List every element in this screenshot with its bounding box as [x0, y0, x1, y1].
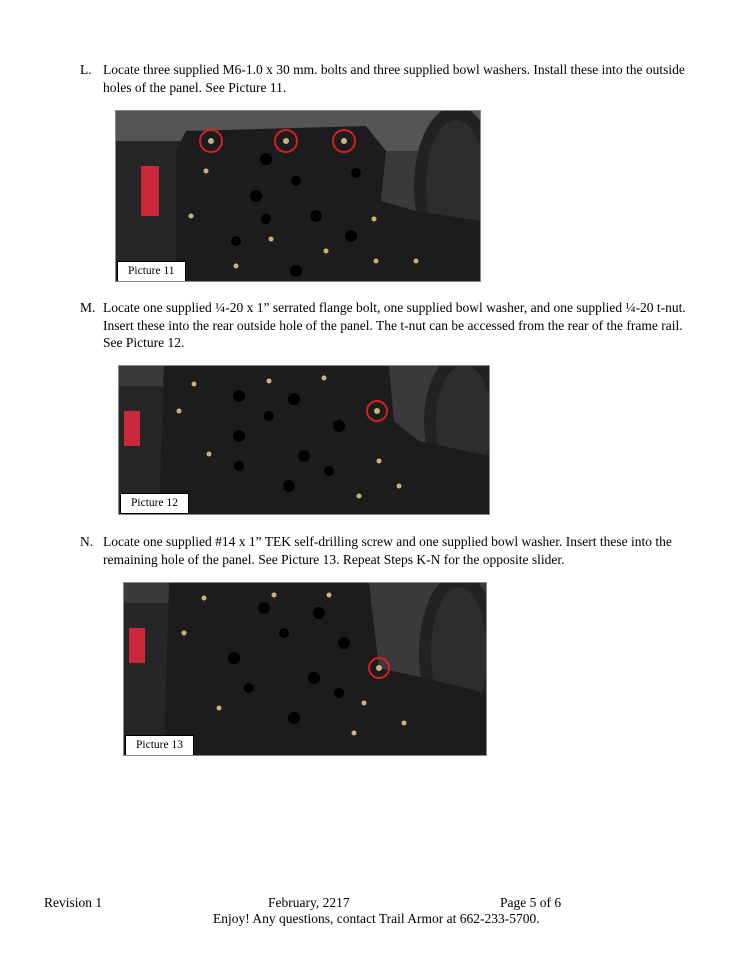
step-l	[80, 61, 700, 96]
step-letter: N.	[80, 534, 94, 549]
step-text: Locate one supplied ¼-20 x 1” serrated flange bolt, one supplied bowl washer, and one supplied ¼-20 t-nut. Insert these into the rear outside hole of the panel. The t-nut can be accessed from the rear of the frame rail. See Picture 12.	[103, 300, 686, 350]
footer-date: February, 2217	[268, 895, 350, 910]
footer-revision: Revision 1	[44, 895, 103, 910]
step-text: Locate one supplied #14 x 1” TEK self-drilling screw and one supplied bowl washer. Insert these into the remaining hole of the panel. See Picture 13. Repeat Steps K-N for the opposite slider.	[103, 534, 672, 567]
picture-11-photo	[115, 110, 481, 282]
picture-12-image	[119, 366, 489, 514]
picture-caption: Picture 12	[120, 493, 189, 514]
step-text: Locate three supplied M6-1.0 x 30 mm. bolts and three supplied bowl washers. Install these into the outside holes of the panel. See Picture 11.	[103, 62, 685, 95]
step-letter: M.	[80, 300, 96, 315]
picture-12-photo	[118, 365, 490, 515]
picture-13-photo	[123, 582, 487, 756]
step-n	[80, 533, 700, 568]
footer-page-number: Page 5 of 6	[500, 895, 562, 910]
footer-contact: Enjoy! Any questions, contact Trail Armor at 662-233-5700.	[213, 911, 540, 926]
picture-11-image	[116, 111, 480, 281]
picture-caption: Picture 13	[125, 735, 194, 756]
step-letter: L.	[80, 62, 92, 77]
step-m	[80, 299, 700, 352]
picture-caption: Picture 11	[117, 261, 186, 282]
picture-13-image	[124, 583, 486, 755]
